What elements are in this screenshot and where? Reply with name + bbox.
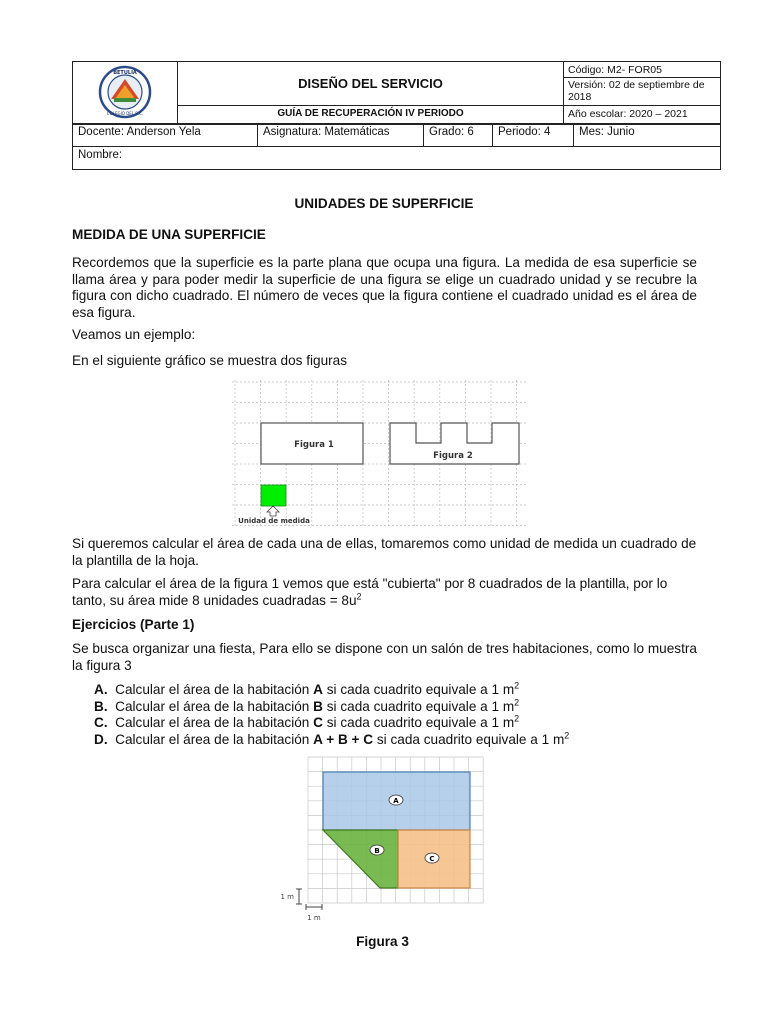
main-title: UNIDADES DE SUPERFICIE bbox=[294, 196, 474, 211]
item-sup: 2 bbox=[514, 713, 520, 724]
info-mes: Mes: Junio bbox=[574, 124, 721, 147]
superscript-2: 2 bbox=[356, 590, 362, 601]
item-text-post: si cada cuadrito equivale a 1 m bbox=[322, 715, 515, 730]
header-title: DISEÑO DEL SERVICIO bbox=[178, 62, 564, 106]
room-c-label: C bbox=[429, 855, 435, 863]
school-logo bbox=[95, 65, 155, 119]
item-letter: C. bbox=[94, 715, 108, 730]
info-docente: Docente: Anderson Yela bbox=[73, 124, 258, 147]
paragraph-grafico: En el siguiente gráfico se muestra dos figuras bbox=[72, 353, 348, 368]
header-code-cell bbox=[564, 62, 721, 106]
header-subtitle: GUÍA DE RECUPERACIÓN IV PERIODO bbox=[178, 106, 564, 125]
item-text-pre: Calcular el área de la habitación bbox=[115, 715, 314, 730]
header-code: Código: M2- FOR05 bbox=[568, 64, 662, 76]
logo-text-bottom: COLEGIO DEL S.C. bbox=[106, 110, 144, 116]
section-title-ejercicios: Ejercicios (Parte 1) bbox=[72, 617, 195, 632]
item-letter: A. bbox=[94, 682, 108, 697]
item-text-bold: A bbox=[313, 682, 323, 697]
exercise-item bbox=[94, 696, 569, 716]
header-version: Versión: 02 de septiembre de 2018 bbox=[564, 77, 720, 103]
paragraph-figura1-area-text: Para calcular el área de la figura 1 vemos que está "cubierta" por 8 cuadrados de la plantilla, por lo tanto, su área mide 8 unidades cuadradas = 8u bbox=[72, 576, 668, 608]
figura-2-label: Figura 2 bbox=[433, 451, 473, 461]
item-text-bold: C bbox=[313, 715, 323, 730]
paragraph-superficie: Recordemos que la superficie es la parte plana que ocupa una figura. La medida de esa superficie se llama área y para poder medir la superficie de una figura se elige un cuadrado unidad y se recubre la figura con dicho cuadrado. El número de veces que la figura contiene el cuadrado unidad es el área de esa figura. bbox=[72, 255, 697, 320]
item-letter: B. bbox=[94, 698, 108, 714]
item-text-post: si cada cuadrito equivale a 1 m bbox=[373, 731, 565, 747]
item-text-pre: Calcular el área de la habitación bbox=[115, 682, 314, 697]
header-year: Año escolar: 2020 – 2021 bbox=[564, 106, 721, 125]
logo-text-top: BETULIA bbox=[113, 69, 137, 76]
item-text-pre: Calcular el área de la habitación bbox=[115, 698, 314, 714]
exercise-item bbox=[94, 715, 569, 732]
school-logo-cell bbox=[73, 62, 178, 125]
paragraph-ejemplo: Veamos un ejemplo: bbox=[72, 327, 196, 342]
item-sup: 2 bbox=[514, 680, 520, 691]
info-asignatura: Asignatura: Matemáticas bbox=[258, 124, 424, 147]
item-sup: 2 bbox=[564, 729, 570, 740]
item-text-bold: A + B + C bbox=[313, 731, 374, 747]
info-nombre: Nombre: bbox=[73, 147, 721, 170]
room-b-label: B bbox=[374, 847, 380, 855]
unit-square bbox=[261, 485, 286, 506]
paragraph-fiesta: Se busca organizar una fiesta, Para ello se dispone con un salón de tres habitaciones, como lo muestra la figura 3 bbox=[72, 641, 697, 673]
item-text-bold: B bbox=[313, 698, 323, 714]
info-table bbox=[72, 123, 721, 170]
scale-vertical-label: 1 m bbox=[280, 893, 294, 901]
paragraph-calcular: Si queremos calcular el área de cada una de ellas, tomaremos como unidad de medida un cuadrado de la plantilla de la hoja. bbox=[72, 536, 697, 568]
exercise-item bbox=[94, 729, 570, 749]
figure-3-caption: Figura 3 bbox=[356, 934, 409, 949]
item-text-post: si cada cuadrito equivale a 1 m bbox=[322, 682, 515, 697]
figure-3-floorplan bbox=[270, 752, 495, 924]
exercise-item bbox=[94, 682, 569, 699]
section-title-medida: MEDIDA DE UNA SUPERFICIE bbox=[72, 227, 266, 242]
scale-horizontal-label: 1 m bbox=[307, 914, 321, 922]
room-a-label: A bbox=[393, 797, 399, 805]
unit-label: Unidad de medida bbox=[238, 517, 310, 525]
item-sup: 2 bbox=[514, 696, 520, 707]
exercise-list bbox=[94, 682, 569, 748]
info-grado: Grado: 6 bbox=[424, 124, 493, 147]
figura-1-label: Figura 1 bbox=[294, 440, 334, 450]
header-table bbox=[72, 61, 721, 125]
item-text-pre: Calcular el área de la habitación bbox=[115, 731, 314, 747]
item-letter: D. bbox=[94, 731, 108, 747]
info-periodo: Periodo: 4 bbox=[493, 124, 574, 147]
figures-grid-diagram bbox=[232, 380, 528, 526]
arrow-up-icon bbox=[267, 506, 279, 516]
item-text-post: si cada cuadrito equivale a 1 m bbox=[322, 698, 515, 714]
paragraph-figura1-area bbox=[72, 576, 697, 609]
